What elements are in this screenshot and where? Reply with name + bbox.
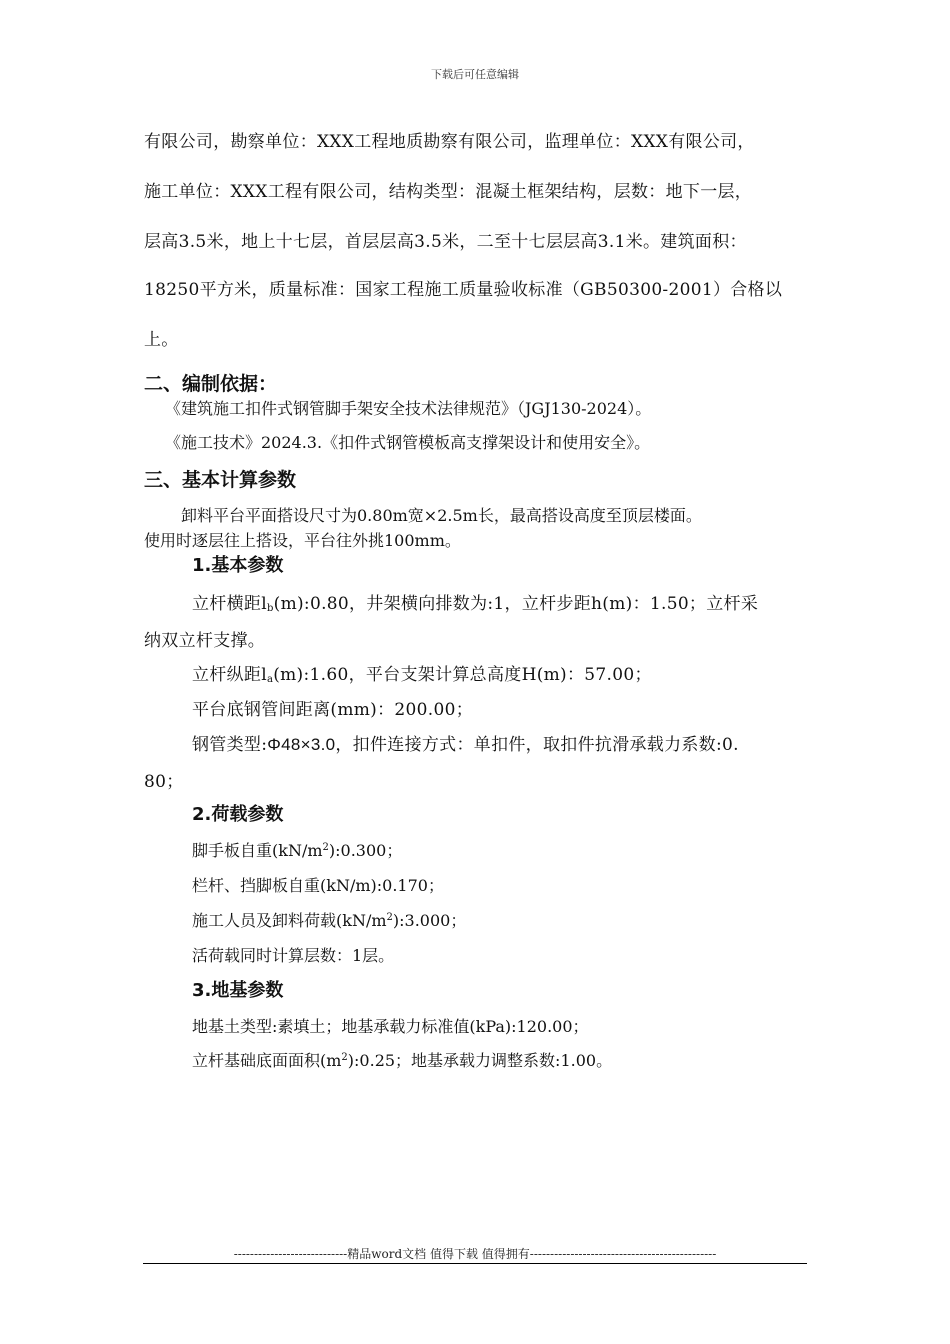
basic-param-line-1-cont: 纳双立杆支撑。 [144, 631, 266, 651]
section-2-heading: 二、编制依据： [144, 373, 278, 395]
subsection-3-heading: 3.地基参数 [192, 980, 284, 1001]
reference-1: 《建筑施工扣件式钢管脚手架安全技术法律规范》（JGJ130-2024）。 [165, 399, 652, 418]
intro-line-5: 上。 [144, 330, 179, 350]
load-param-line-2: 栏杆、挡脚板自重(kN/m):0.170； [192, 876, 444, 895]
page-header: 下载后可任意编辑 [431, 68, 519, 81]
basic-param-line-4-cont: 80； [144, 772, 184, 792]
section-3-desc-1: 卸料平台平面搭设尺寸为0.80m宽×2.5m长，最高搭设高度至顶层楼面。 [181, 506, 702, 525]
section-3-desc-2: 使用时逐层往上搭设，平台往外挑100mm。 [144, 531, 461, 550]
subsection-1-heading: 1.基本参数 [192, 555, 284, 576]
reference-2: 《施工技术》2024.3.《扣件式钢管模板高支撑架设计和使用安全》。 [165, 433, 651, 452]
intro-line-1: 有限公司，勘察单位：XXX工程地质勘察有限公司，监理单位：XXX有限公司， [144, 132, 755, 152]
intro-line-3: 层高3.5米，地上十七层，首层层高3.5米，二至十七层层高3.1米。建筑面积： [144, 232, 747, 252]
load-param-line-1: 脚手板自重$(kN/m^2):0.300$； [192, 841, 403, 860]
basic-param-line-4: 钢管类型:Φ48×3.0，扣件连接方式：单扣件，取扣件抗滑承载力系数:0. [192, 735, 739, 755]
basic-param-line-2: 立杆纵距$l_a(m):1.60$，平台支架计算总高度H(m)：57.00； [192, 665, 652, 685]
intro-line-4: 18250平方米，质量标准：国家工程施工质量验收标准（GB50300-2001）合格以 [144, 280, 783, 300]
subsection-2-heading: 2.荷载参数 [192, 804, 284, 825]
footer-divider [143, 1263, 807, 1264]
page-footer: ----------------------------精品word文档 值得下载 值得拥有---------------------------------------------- [233, 1247, 717, 1261]
foundation-param-line-1: 地基土类型:素填土；地基承载力标准值(kPa):120.00； [192, 1017, 589, 1036]
foundation-param-line-2: 立杆基础底面面积$(m^2):0.25$；地基承载力调整系数:1.00。 [192, 1051, 613, 1070]
basic-param-line-3: 平台底钢管间距离(mm)：200.00； [192, 700, 473, 720]
intro-line-2: 施工单位：XXX工程有限公司，结构类型：混凝土框架结构，层数：地下一层， [144, 182, 753, 202]
load-param-line-3: 施工人员及卸料荷载$(kN/m^2):3.000$； [192, 911, 467, 930]
section-3-heading: 三、基本计算参数 [144, 469, 297, 491]
load-param-line-4: 活荷载同时计算层数：1层。 [192, 946, 395, 965]
basic-param-line-1: 立杆横距$l_b(m):0.80$，井架横向排数为:1，立杆步距h(m)：1.50；立杆采 [192, 594, 759, 614]
